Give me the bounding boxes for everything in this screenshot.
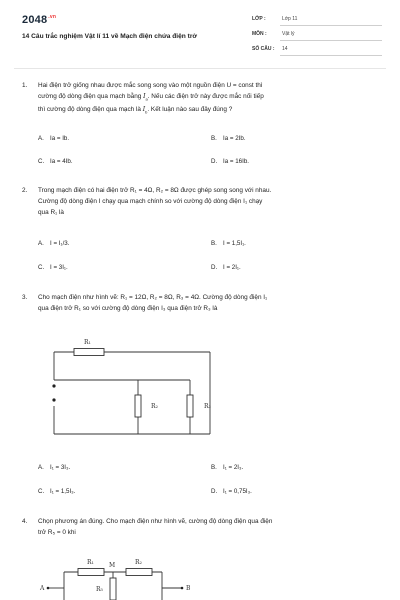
stem-line [38, 104, 382, 117]
resistor-r1 [78, 569, 104, 576]
question-stem [38, 185, 382, 218]
resistor-r5 [110, 578, 116, 600]
stem-text: . Nếu các điện trở này được mắc nối tiếp [147, 93, 264, 100]
option-text: Ia = 16Ib. [223, 158, 249, 165]
option-d[interactable] [211, 488, 252, 495]
stem-line: Trong mạch điện có hai điện trở R₁ = 4Ω, R₂ = 8Ω được ghép song song với nhau. [38, 187, 272, 194]
label-r2: R₂ [135, 559, 142, 566]
option-text: I₁ = 2I₃. [223, 464, 244, 471]
meta-lop-label: LỚP : [252, 16, 266, 22]
option-letter: B. [211, 240, 217, 247]
label-a: A [40, 585, 45, 592]
option-c[interactable] [38, 158, 73, 165]
meta-socau-value: 14 [282, 46, 288, 52]
site-logo[interactable] [22, 14, 56, 26]
option-letter: A. [38, 135, 44, 142]
option-a[interactable] [38, 240, 69, 247]
option-letter: A. [38, 240, 44, 247]
meta-underline [280, 55, 382, 56]
question-number: 1. [22, 82, 28, 89]
option-letter: C. [38, 158, 45, 165]
stem-line: Hai điện trở giống nhau được mắc song song vào một nguồn điện U = const thì [38, 82, 263, 89]
label-r2: R₂ [151, 403, 158, 410]
option-letter: B. [211, 135, 217, 142]
option-text: I = 1,5I₁. [223, 240, 246, 247]
header-divider [14, 68, 386, 69]
meta-underline [280, 40, 382, 41]
document-header [0, 0, 400, 62]
symbol-sub: a [145, 96, 148, 102]
stem-text: . Kết luận nào sau đây đúng ? [147, 106, 233, 114]
meta-mon-label: MÔN : [252, 31, 267, 37]
option-d[interactable] [211, 264, 241, 271]
stem-text: thì cường độ dòng điện qua mạch là [38, 106, 143, 114]
meta-lop-value: Lớp 11 [282, 16, 298, 22]
option-a[interactable] [38, 135, 69, 142]
option-a[interactable] [38, 464, 70, 471]
stem-line: Cho mạch điện như hình vẽ: R₁ = 12Ω, R₂ = 8Ω, R₃ = 4Ω. Cường độ dòng điện I₁ [38, 294, 268, 301]
option-letter: C. [38, 264, 45, 271]
symbol: I [143, 93, 146, 100]
logo-suffix: .vn [48, 14, 57, 20]
question-stem [38, 80, 382, 118]
resistor-r3 [187, 395, 193, 417]
question-number: 4. [22, 518, 28, 525]
label-r5: R₅ [96, 586, 103, 593]
circuit-diagram-q3 [40, 336, 230, 438]
meta-underline [280, 25, 382, 26]
stem-line [38, 91, 382, 104]
stem-text: cường độ dòng điện qua mạch bằng [38, 93, 144, 100]
symbol-sub: b [145, 109, 148, 115]
option-text: Ia = Ib. [50, 135, 70, 142]
option-letter: B. [211, 464, 217, 471]
stem-line: Cường độ dòng điện I chạy qua mạch chính so với cường độ dòng điện I₁ chạy [38, 198, 263, 205]
option-letter: A. [38, 464, 44, 471]
option-letter: D. [211, 488, 218, 495]
meta-socau [252, 44, 382, 56]
label-b: B [186, 585, 191, 592]
option-text: I₁ = 3I₃. [50, 464, 71, 471]
option-b[interactable] [211, 135, 246, 142]
option-text: I = I₁/3. [50, 240, 70, 247]
resistor-r1 [74, 349, 104, 356]
page-title: 14 Câu trắc nghiệm Vật lí 11 về Mạch điện chứa điện trở [22, 33, 198, 40]
label-r1: R₁ [84, 339, 91, 346]
option-b[interactable] [211, 240, 246, 247]
option-text: I₁ = 0,75I₃. [223, 488, 252, 495]
option-text: I₁ = 1,5I₃. [50, 488, 76, 495]
question-2 [22, 185, 382, 218]
option-c[interactable] [38, 264, 68, 271]
meta-lop [252, 14, 382, 26]
question-number: 2. [22, 187, 28, 194]
question-number: 3. [22, 294, 28, 301]
terminal-dot [52, 384, 55, 387]
resistor-r2 [126, 569, 152, 576]
resistor-r2 [135, 395, 141, 417]
label-m: M [109, 562, 116, 569]
stem-line: qua điện trở R₁ so với cường độ dòng điện I₃ qua điện trở R₃ là [38, 305, 218, 312]
meta-mon-value: Vật lý [282, 31, 295, 37]
stem-line: Chọn phương án đúng. Cho mạch điện như hình vẽ, cường độ dòng điện qua điện [38, 518, 273, 525]
stem-line: trở R₅ = 0 khi [38, 529, 76, 536]
option-text: I = 3I₁. [50, 264, 68, 271]
logo-text: 2048 [22, 14, 48, 26]
question-stem [38, 292, 382, 314]
option-b[interactable] [211, 464, 243, 471]
question-1 [22, 80, 382, 118]
question-3 [22, 292, 382, 314]
terminal-dot [47, 587, 50, 590]
option-c[interactable] [38, 488, 75, 495]
meta-mon [252, 29, 382, 41]
option-letter: D. [211, 264, 218, 271]
terminal-dot [181, 587, 184, 590]
option-letter: C. [38, 488, 45, 495]
label-r1: R₁ [87, 559, 94, 566]
circuit-diagram-q4 [38, 552, 198, 600]
terminal-dot [52, 398, 55, 401]
label-r3: R₃ [204, 403, 211, 410]
stem-line: qua R₁ là [38, 209, 64, 216]
option-text: Ia = 2Ib. [223, 135, 246, 142]
meta-socau-label: SỐ CÂU : [252, 46, 275, 52]
option-letter: D. [211, 158, 218, 165]
option-d[interactable] [211, 158, 249, 165]
question-4 [22, 516, 382, 538]
option-text: Ia = 4Ib. [50, 158, 73, 165]
option-text: I = 2I₁. [223, 264, 241, 271]
question-stem [38, 516, 382, 538]
symbol: I [142, 106, 146, 114]
